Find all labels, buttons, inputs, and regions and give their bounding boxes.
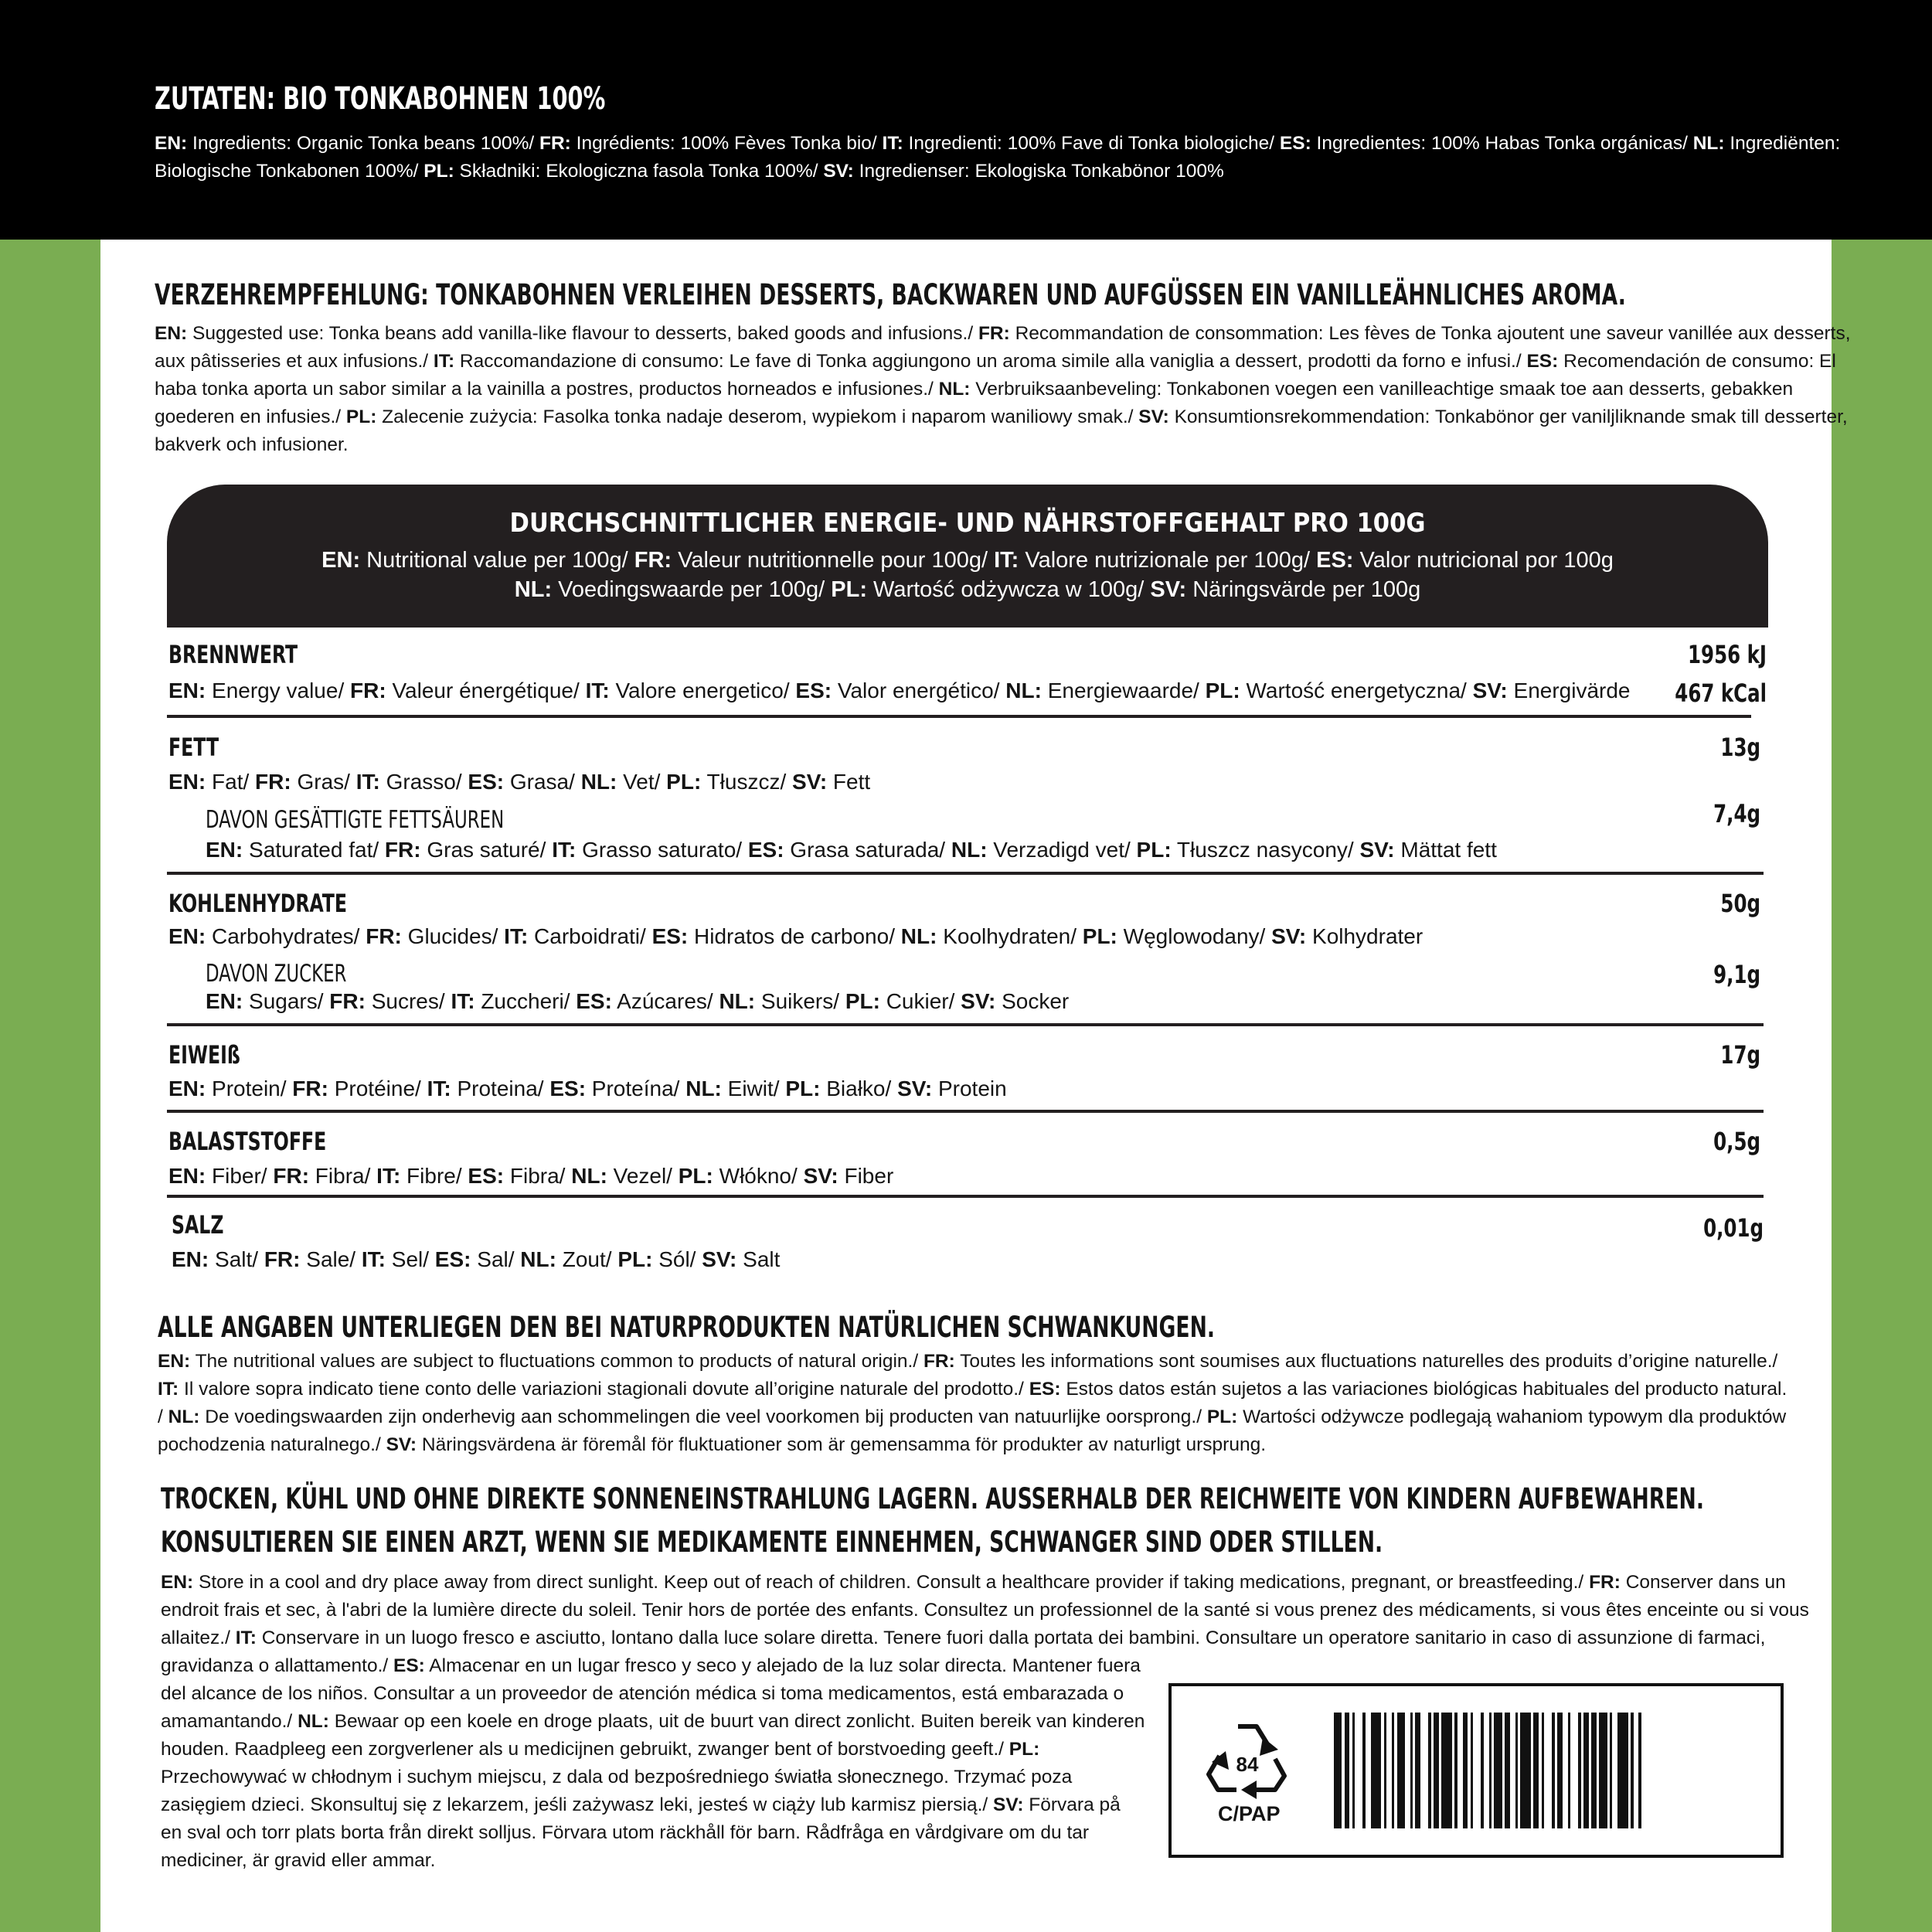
divider: [167, 872, 1764, 875]
divider: [167, 1110, 1764, 1113]
row-saturated-value: 7,4g: [1713, 799, 1760, 828]
storage-text-full: [161, 1569, 1809, 1652]
variation-title: ALLE ANGABEN UNTERLIEGEN DEN BEI NATURPRODUKTEN NATÜRLICHEN SCHWANKUNGEN.: [158, 1311, 1215, 1344]
recycling-barcode-box: [1168, 1683, 1784, 1858]
nutrition-subtitle-1: EN: Nutritional value per 100g/ FR: Valeur nutritionnelle pour 100g/ IT: Valore nutrizionale per 100g/ ES: Valor nutricional por 100g: [321, 548, 1614, 573]
storage-line: houden. Raadpleeg een zorgverlener als u medicijnen gebruikt, zwanger bent of borstvoeding geeft./ PL:: [161, 1739, 1040, 1760]
storage-line: Przechowywać w chłodnym i suchym miejscu, z dala od bezpośredniego światła słonecznego. Trzymać poza: [161, 1767, 1073, 1787]
usage-line: bakverk och infusioner.: [155, 434, 349, 455]
ingredients-title: ZUTATEN: BIO TONKABOHNEN 100%: [155, 81, 606, 117]
storage-title-1: TROCKEN, KÜHL UND OHNE DIREKTE SONNENEINSTRAHLUNG LAGERN. AUSSERHALB DER REICHWEITE VON KINDERN AUFBEWAHREN.: [161, 1482, 1704, 1515]
barcode: [1334, 1713, 1751, 1828]
recycling-code: 84: [1236, 1753, 1259, 1776]
row-protein-value: 17g: [1720, 1040, 1760, 1070]
storage-title-2: KONSULTIEREN SIE EINEN ARZT, WENN SIE MEDIKAMENTE EINNEHMEN, SCHWANGER SIND ODER STILLEN.: [161, 1526, 1383, 1559]
usage-title: VERZEHREMPFEHLUNG: TONKABOHNEN VERLEIHEN DESSERTS, BACKWAREN UND AUFGÜSSEN EIN VANILLEÄHNLICHES AROMA.: [155, 278, 1626, 311]
variation-line: / NL: De voedingswaarden zijn onderhevig aan schommelingen die veel voorkomen bij producten van natuurlijke oorsprong./ PL: Wartości odżywcze podlegają wahaniom typowym dla produktów: [158, 1406, 1787, 1427]
variation-line: pochodzenia naturalnego./ SV: Näringsvärdena är föremål för fluktuationer som är gemensamma för produkter av naturligt ursprung.: [158, 1434, 1267, 1455]
storage-line: en sval och torr plats borta från direkt solljus. Förvara utom räckhåll för barn. Rådfråga en vårdgivare om du tar: [161, 1822, 1090, 1843]
storage-line: zasięgiem dzieci. Skonsultuj się z lekarzem, jeśli zażywasz leki, jesteś w ciąży lub karmisz piersią./ SV: Förvara på: [161, 1794, 1121, 1815]
row-fat-value: 13g: [1720, 733, 1760, 762]
row-sugar-translations: EN: Sugars/ FR: Sucres/ IT: Zuccheri/ ES: Azúcares/ NL: Suikers/ PL: Cukier/ SV: Socker: [206, 989, 1070, 1013]
storage-line: endroit frais et sec, à l'abri de la lumière directe du soleil. Tenir hors de portée des enfants. Consultez un professionnel de la santé si vous prenez des médicaments, si vous êtes enceinte ou si vous: [161, 1600, 1809, 1621]
row-fiber-value: 0,5g: [1713, 1127, 1760, 1156]
storage-line: allaitez./ IT: Conservare in un luogo fresco e asciutto, lontano dalla luce solare diretta. Tenere fuori dalla portata dei bambini. Consultare un operatore sanitario in caso di assunzione di farmaci,: [161, 1628, 1766, 1648]
row-sugar-value: 9,1g: [1713, 960, 1760, 989]
row-energy-kcal: 467 kCal: [1675, 679, 1767, 708]
recycling-material: C/PAP: [1218, 1802, 1281, 1825]
row-energy-label: BRENNWERT: [168, 640, 298, 669]
variation-line: IT: Il valore sopra indicato tiene conto delle variazioni stagionali dovute all’origine naturale del prodotto./ ES: Estos datos están sujetos a las variaciones biológicas habituales del producto natural.: [158, 1379, 1787, 1400]
row-salt-translations: EN: Salt/ FR: Sale/ IT: Sel/ ES: Sal/ NL: Zout/ PL: Sól/ SV: Salt: [172, 1247, 781, 1271]
usage-line: haba tonka aporta un sabor similar a la vainilla a postres, productos horneados e infusiones./ NL: Verbruiksaanbeveling: Tonkabonen voegen een vanilleachtige smaak toe aan desserts, gebakken: [155, 379, 1794, 400]
divider: [167, 1023, 1764, 1026]
nutrition-header: [167, 485, 1768, 628]
storage-line: del alcance de los niños. Consultar a un proveedor de atención médica si toma medicamentos, está embarazada o: [161, 1683, 1124, 1704]
storage-line: EN: Store in a cool and dry place away from direct sunlight. Keep out of reach of children. Consult a healthcare provider if taking medications, pregnant, or breastfeeding./ FR: Conserver dans un: [161, 1572, 1786, 1593]
row-protein-label: EIWEIß: [168, 1040, 240, 1070]
usage-text: [155, 320, 1851, 459]
row-salt-value: 0,01g: [1703, 1213, 1764, 1243]
ingredients-band: [0, 0, 1932, 240]
row-energy-translations: EN: Energy value/ FR: Valeur énergétique/ IT: Valore energetico/ ES: Valor energético/ NL: Energiewaarde/ PL: Wartość energetyczna/ SV: Energivärde: [168, 679, 1631, 702]
row-salt-label: SALZ: [172, 1210, 224, 1240]
recycling-icon: [1201, 1716, 1294, 1801]
ingredients-line-2: Biologische Tonkabonen 100%/ PL: Składniki: Ekologiczna fasola Tonka 100%/ SV: Ingredienser: Ekologiska Tonkabönor 100%: [155, 161, 1224, 182]
row-fiber-label: BALASTSTOFFE: [168, 1127, 327, 1156]
row-carbs-label: KOHLENHYDRATE: [168, 889, 347, 918]
variation-line: EN: The nutritional values are subject to fluctuations common to products of natural origin./ FR: Toutes les informations sont soumises aux fluctuations naturelles des produits d’origine naturelle./: [158, 1351, 1778, 1372]
row-energy-kj: 1956 kJ: [1688, 640, 1767, 669]
usage-line: goederen en infusies./ PL: Zalecenie zużycia: Fasolka tonka nadaje deserom, wypiekom i naparom waniliowy smak./ SV: Konsumtionsrekommendation: Tonkabönor ger vaniljliknande smak till desserter,: [155, 406, 1848, 427]
nutrition-subtitle-2: NL: Voedingswaarde per 100g/ PL: Wartość odżywcza w 100g/ SV: Näringsvärde per 100g: [514, 577, 1421, 602]
row-fat-label: FETT: [168, 733, 219, 762]
row-protein-translations: EN: Protein/ FR: Protéine/ IT: Proteina/ ES: Proteína/ NL: Eiwit/ PL: Białko/ SV: Protein: [168, 1077, 1007, 1100]
nutrition-title: DURCHSCHNITTLICHER ENERGIE- UND NÄHRSTOFFGEHALT PRO 100G: [509, 508, 1426, 539]
row-fiber-translations: EN: Fiber/ FR: Fibra/ IT: Fibre/ ES: Fibra/ NL: Vezel/ PL: Włókno/ SV: Fiber: [168, 1164, 894, 1188]
ingredients-line-1: EN: Ingredients: Organic Tonka beans 100%/ FR: Ingrédients: 100% Fèves Tonka bio/ IT: Ingredienti: 100% Fave di Tonka biologiche/ ES: Ingredientes: 100% Habas Tonka orgánicas/ NL: Ingrediënten:: [155, 133, 1841, 154]
storage-text-narrow: [161, 1652, 1145, 1875]
storage-line: gravidanza o allattamento./ ES: Almacenar en un lugar fresco y seco y alejado de la luz solar directa. Mantener fuera: [161, 1655, 1141, 1676]
storage-line: mediciner, är gravid eller ammar.: [161, 1850, 436, 1871]
variation-text: [158, 1348, 1787, 1459]
row-fat-translations: EN: Fat/ FR: Gras/ IT: Grasso/ ES: Grasa/ NL: Vet/ PL: Tłuszcz/ SV: Fett: [168, 770, 871, 794]
storage-line: amamantando./ NL: Bewaar op een koele en droge plaats, uit de buurt van direct zonlicht. Buiten bereik van kinderen: [161, 1711, 1145, 1732]
usage-line: EN: Suggested use: Tonka beans add vanilla-like flavour to desserts, baked goods and infusions./ FR: Recommandation de consommation: Les fèves de Tonka ajoutent une saveur vanillée aux desserts,: [155, 323, 1851, 344]
divider: [167, 715, 1751, 718]
usage-line: aux pâtisseries et aux infusions./ IT: Raccomandazione di consumo: Le fave di Tonka aggiungono un aroma simile alla vaniglia a dessert, prodotti da forno e infusi./ ES: Recomendación de consumo: El: [155, 351, 1836, 372]
row-carbs-value: 50g: [1720, 889, 1760, 918]
row-saturated-translations: EN: Saturated fat/ FR: Gras saturé/ IT: Grasso saturato/ ES: Grasa saturada/ NL: Verzadigd vet/ PL: Tłuszcz nasycony/ SV: Mättat fett: [206, 838, 1497, 862]
row-sugar-label: DAVON ZUCKER: [206, 960, 347, 988]
row-carbs-translations: EN: Carbohydrates/ FR: Glucides/ IT: Carboidrati/ ES: Hidratos de carbono/ NL: Koolhydraten/ PL: Węglowodany/ SV: Kolhydrater: [168, 924, 1423, 948]
divider: [167, 1195, 1764, 1198]
row-saturated-label: DAVON GESÄTTIGTE FETTSÄUREN: [206, 806, 505, 834]
